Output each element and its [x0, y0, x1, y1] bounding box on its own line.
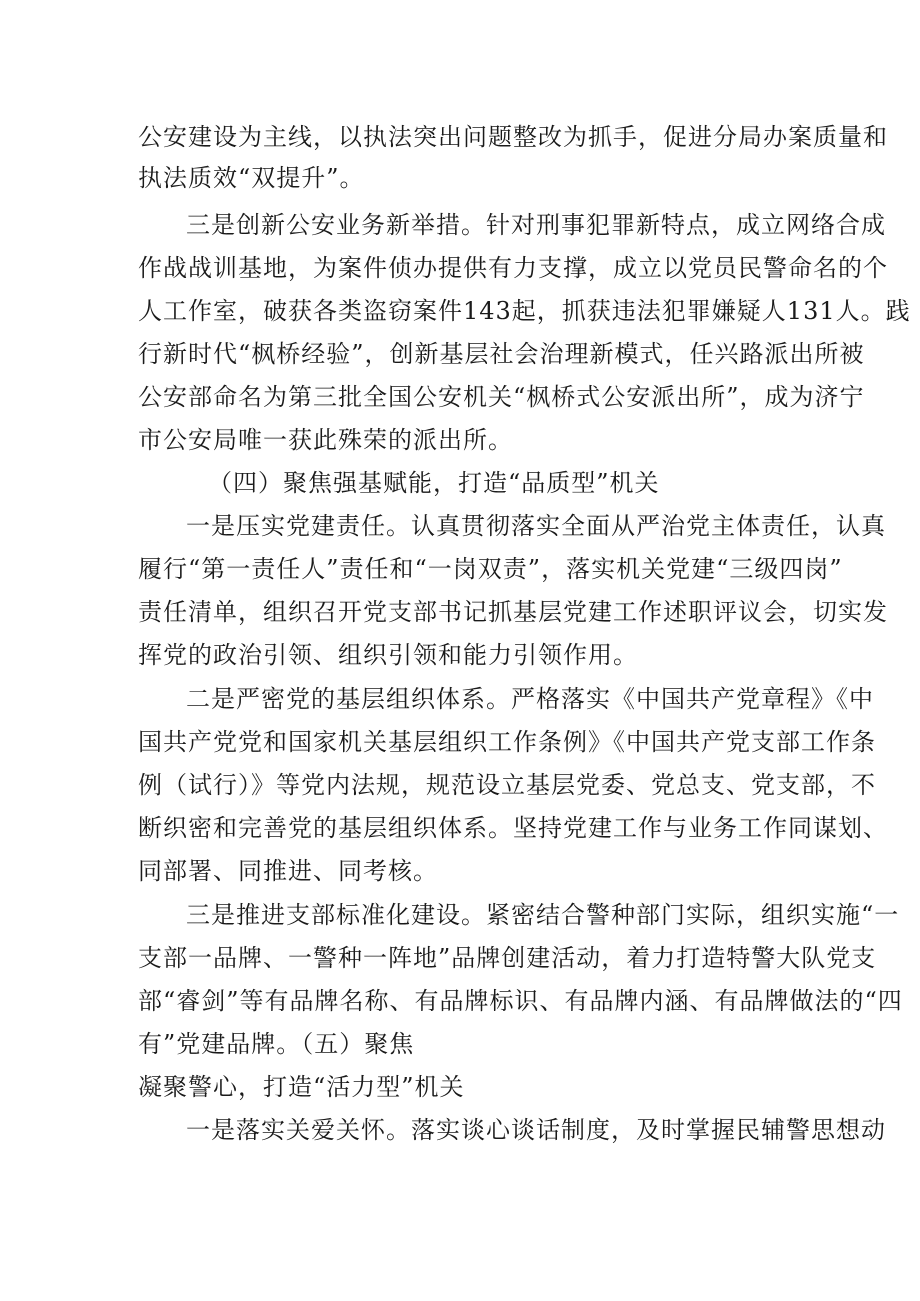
- text-line: 市公安局唯一获此殊荣的派出所。: [138, 426, 513, 454]
- text-line: 责任清单，组织召开党支部书记抓基层党建工作述职评议会，切实发: [138, 598, 888, 626]
- paragraph-start-line: 一是压实党建责任。认真贯彻落实全面从严治党主体责任，认真: [186, 512, 886, 540]
- section-heading-continued: 凝聚警心，打造“活力型”机关: [138, 1073, 465, 1101]
- section-heading: （四）聚焦强基赋能，打造“品质型”机关: [208, 469, 660, 497]
- paragraph-start-line: 一是落实关爱关怀。落实谈心谈话制度，及时掌握民辅警思想动: [186, 1116, 886, 1144]
- text-line: 同部署、同推进、同考核。: [138, 857, 438, 885]
- paragraph-start-line: 二是严密党的基层组织体系。严格落实《中国共产党章程》《中: [186, 685, 874, 713]
- text-line: 执法质效“双提升”。: [138, 164, 365, 192]
- text-line: 履行“第一责任人”责任和“一岗双责”，落实机关党建“三级四岗”: [138, 555, 843, 583]
- text-line: 有”党建品牌。（五）聚焦: [138, 1030, 415, 1058]
- text-line: 行新时代“枫桥经验”，创新基层社会治理新模式，任兴路派出所被: [138, 340, 865, 368]
- paragraph-start-line: 三是创新公安业务新举措。针对刑事犯罪新特点，成立网络合成: [186, 211, 886, 239]
- text-line: 挥党的政治引领、组织引领和能力引领作用。: [138, 641, 638, 669]
- text-line: 支部一品牌、一警种一阵地”品牌创建活动，着力打造特警大队党支: [138, 944, 877, 972]
- text-line: 人工作室，破获各类盗窃案件143起，抓获违法犯罪嫌疑人131人。践: [138, 297, 911, 325]
- text-line: 断织密和完善党的基层组织体系。坚持党建工作与业务工作同谋划、: [138, 814, 888, 842]
- text-line: 国共产党党和国家机关基层组织工作条例》《中国共产党支部工作条: [138, 728, 876, 756]
- text-line: 公安建设为主线，以执法突出问题整改为抓手，促进分局办案质量和: [138, 123, 888, 151]
- text-line: 公安部命名为第三批全国公安机关“枫桥式公安派出所”，成为济宁: [138, 383, 865, 411]
- text-line: 作战战训基地，为案件侦办提供有力支撑，成立以党员民警命名的个: [138, 254, 888, 282]
- text-line: 例（试行）》等党内法规，规范设立基层党委、党总支、党支部，不: [138, 771, 876, 799]
- paragraph-start-line: 三是推进支部标准化建设。紧密结合警种部门实际，组织实施“一: [186, 901, 900, 929]
- text-line: 部“睿剑”等有品牌名称、有品牌标识、有品牌内涵、有品牌做法的“四: [138, 987, 903, 1015]
